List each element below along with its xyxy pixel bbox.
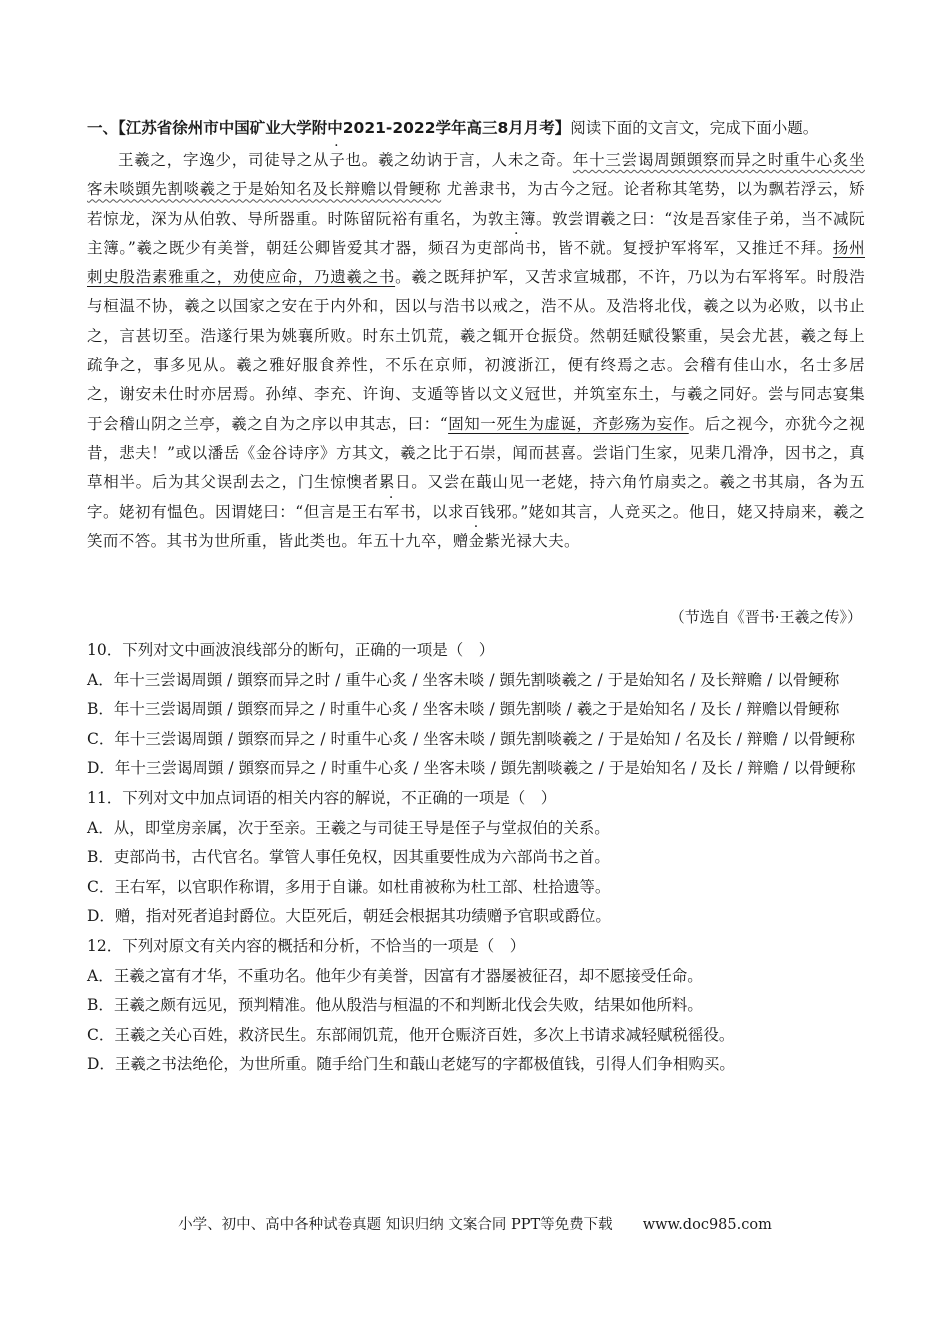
option-10-c: C．年十三尝谒周顗 / 顗察而异之 / 时重牛心炙 / 坐客未啖 / 顗先割啖羲之 / 于是始知 / 名及长 / 辩赡 / 以骨鲠称 — [87, 729, 855, 748]
classical-passage — [87, 146, 865, 556]
passage-source: （节选自《晋书·王羲之传》） — [669, 608, 862, 626]
page-footer — [0, 1213, 950, 1234]
passage-paragraph — [87, 146, 865, 556]
option-11-b: B．吏部尚书，古代官名。掌管人事任免权，因其重要性成为六部尚书之首。 — [87, 848, 610, 867]
option-10-a: A．年十三尝谒周顗 / 顗察而异之时 / 重牛心炙 / 坐客未啖 / 顗先割啖羲之 / 于是始知名 / 及长辩赡 / 以骨鲠称 — [87, 670, 840, 689]
option-10-b: B．年十三尝谒周顗 / 顗察而异之 / 时重牛心炙 / 坐客未啖 / 顗先割啖 / 羲之于是始知名 / 及长 / 辩赡以骨鲠称 — [87, 700, 840, 719]
wavy-underlined-text: 年十三尝谒周顗顗察而异之时重牛心炙坐客未啖顗先割啖羲之于是始知名及长辩赡以骨鲠称 — [87, 151, 865, 199]
dotted-word-libu: 吏部尚 — [476, 238, 526, 257]
passage-text: 书，以求百钱邪。”姥如其言，人竞买之。他日，姥又持扇来，羲之笑而不答。其书为世所重，皆此类也。年五十九卒， — [87, 502, 865, 550]
option-11-d: D．赠，指对死者追封爵位。大臣死后，朝廷会根据其功绩赠予官职或爵位。 — [87, 907, 611, 926]
passage-text: 金紫光禄大夫。 — [468, 531, 580, 550]
underlined-sentence-2: 固知一死生为虚诞，齐彭殇为妄作 — [448, 414, 689, 433]
option-11-c: C．王右军，以官职作称谓，多用于自谦。如杜甫被称为杜工部、杜拾遗等。 — [87, 877, 611, 896]
option-12-b: B．王羲之颇有远见，预判精准。他从殷浩与桓温的不和判断北伐会失败，结果如他所料。 — [87, 996, 703, 1015]
questions — [87, 636, 867, 1080]
passage-text: 。羲之既拜护军，又苦求宣城郡，不许，乃以为右军将军。时殷浩与桓温不协，羲之以国家之安在于内外和，因以与浩书以戒之，浩不从。及浩将北伐，羲之以为必败，以书止之，言甚切至。浩遂行果为姚襄所败。时东土饥荒，羲之辄开仓振贷。然朝廷赋役繁重，吴会尤甚，羲之每上疏争之，事多见从。羲之雅好服食养性，不乐在京师，初渡浙江，便有终焉之志。会稽有佳山水，名士多居之，谢安未仕时亦居焉。孙绰、李充、许询、支遁等皆以文义冠世，并筑室东土，与羲之同好。尝与同志宴集于会稽山阴之兰亭，羲之自为之序以申其志，曰：“ — [87, 268, 865, 433]
option-11-a: A．从，即堂房亲属，次于至亲。王羲之与司徒王导是侄子与堂叔伯的关系。 — [87, 818, 610, 837]
footer-url[interactable]: www.doc985.com — [642, 1217, 772, 1233]
instruction-text: 阅读下面的文言文，完成下面小题。 — [570, 119, 819, 137]
option-12-a: A．王羲之富有才华，不重功名。他年少有美誉，因富有才器屡被征召，却不愿接受任命。 — [87, 966, 703, 985]
dotted-word-wangyou: 王右军 — [351, 502, 400, 521]
underlined-sentence-1: 扬州刺史殷浩素雅重之，劝使应命，乃遗羲之书 — [87, 238, 865, 287]
passage-text: 子也。羲之幼讷于言，人未之奇。 — [329, 151, 573, 169]
question-header — [87, 117, 887, 139]
question-stem-12: 12．下列对原文有关内容的概括和分析，不恰当的一项是（ ） — [87, 936, 526, 955]
option-12-d: D．王羲之书法绝伦，为世所重。随手给门生和蕺山老姥写的字都极值钱，引得人们争相购买。 — [87, 1055, 735, 1074]
option-10-d: D．年十三尝谒周顗 / 顗察而异之 / 时重牛心炙 / 坐客未啖 / 顗先割啖羲之 / 于是始知名 / 及长 / 辩赡 / 以骨鲠称 — [87, 759, 856, 778]
source-tag: 【江苏省徐州市中国矿业大学附中2021-2022学年高三8月月考】 — [118, 119, 571, 137]
question-stem-10: 10．下列对文中画波浪线部分的断句，正确的一项是（ ） — [87, 641, 495, 659]
passage-text: 书，皆不就。复授护军将军，又推迁不拜。 — [525, 238, 833, 257]
passage-text: 。后之视今，亦犹今之视昔，悲夫！”或以潘岳《金谷诗序》方其文，羲之比于石崇，闻而甚喜。尝诣门生家，见棐几滑净，因书之，真草相半。后为其父误刮去之，门生惊懊者累日。又尝在蕺山见一老姥，持六角竹扇卖之。羲之书其扇，各为五字。姥初有愠色。因谓姥曰：“但言是 — [87, 414, 865, 521]
section-number: 一、 — [87, 119, 119, 137]
passage-text: 王羲之，字逸少，司徒导之 — [118, 151, 313, 169]
dotted-word-zeng: 赠 — [452, 531, 469, 550]
question-stem-11: 11．下列对文中加点词语的相关内容的解说，不正确的一项是（ ） — [87, 788, 557, 807]
dotted-word-cong: 从 — [312, 151, 330, 169]
footer-text: 小学、初中、高中各种试卷真题 知识归纳 文案合同 PPT等免费下载 — [178, 1217, 613, 1233]
passage-text: 尤善隶书，为古今之冠。论者称其笔势，以为飘若浮云，矫若惊龙，深为从伯敦、导所器重。时陈留阮裕有重名，为敦主簿。敦尝谓羲之曰：“汝是吾家佳子弟，当不减阮主簿。”羲之既少有美誉，朝廷公卿皆爱其才器，频召为 — [87, 180, 865, 257]
option-12-c: C．王羲之关心百姓，救济民生。东部闹饥荒，他开仓赈济百姓，多次上书请求减轻赋税徭役。 — [87, 1025, 735, 1044]
